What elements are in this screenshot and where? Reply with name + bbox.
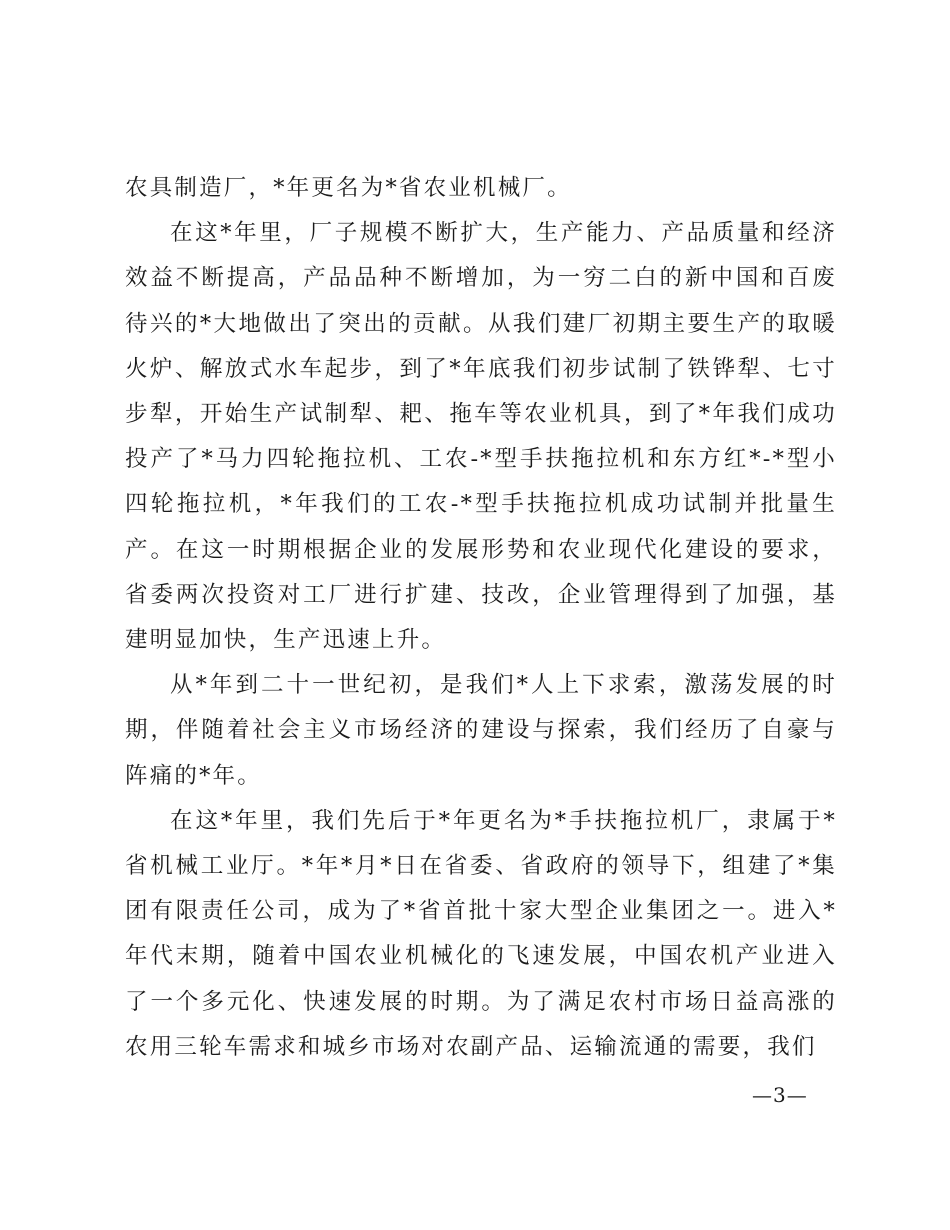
paragraph-4: 在这*年里，我们先后于*年更名为*手扶拖拉机厂，隶属于*省机械工业厅。*年*月*日在省委、省政府的领导下，组建了*集团有限责任公司，成为了*省首批十家大型企业集团之一。进入*年代末期，随着中国农业机械化的飞速发展，中国农机产业进入了一个多元化、快速发展的时期。为了满足农村市场日益高涨的农用三轮车需求和城乡市场对农副产品、运输流通的需要，我们: [125, 807, 837, 1060]
document-body: [125, 166, 837, 1070]
page-number: —3—: [752, 1083, 808, 1107]
paragraph-3: 从*年到二十一世纪初，是我们*人上下求索，激荡发展的时期，伴随着社会主义市场经济的建设与探索，我们经历了自豪与阵痛的*年。: [125, 672, 837, 789]
paragraph-2: 在这*年里，厂子规模不断扩大，生产能力、产品质量和经济效益不断提高，产品品种不断增加，为一穷二白的新中国和百废待兴的*大地做出了突出的贡献。从我们建厂初期主要生产的取暖火炉、解放式水车起步，到了*年底我们初步试制了铁铧犁、七寸步犁，开始生产试制犁、耙、拖车等农业机具，到了*年我们成功投产了*马力四轮拖拉机、工农-*型手扶拖拉机和东方红*-*型小四轮拖拉机，*年我们的工农-*型手扶拖拉机成功试制并批量生产。在这一时期根据企业的发展形势和农业现代化建设的要求，省委两次投资对工厂进行扩建、技改，企业管理得到了加强，基建明显加快，生产迅速上升。: [125, 220, 837, 654]
paragraph-1: 农具制造厂，*年更名为*省农业机械厂。: [125, 175, 572, 201]
